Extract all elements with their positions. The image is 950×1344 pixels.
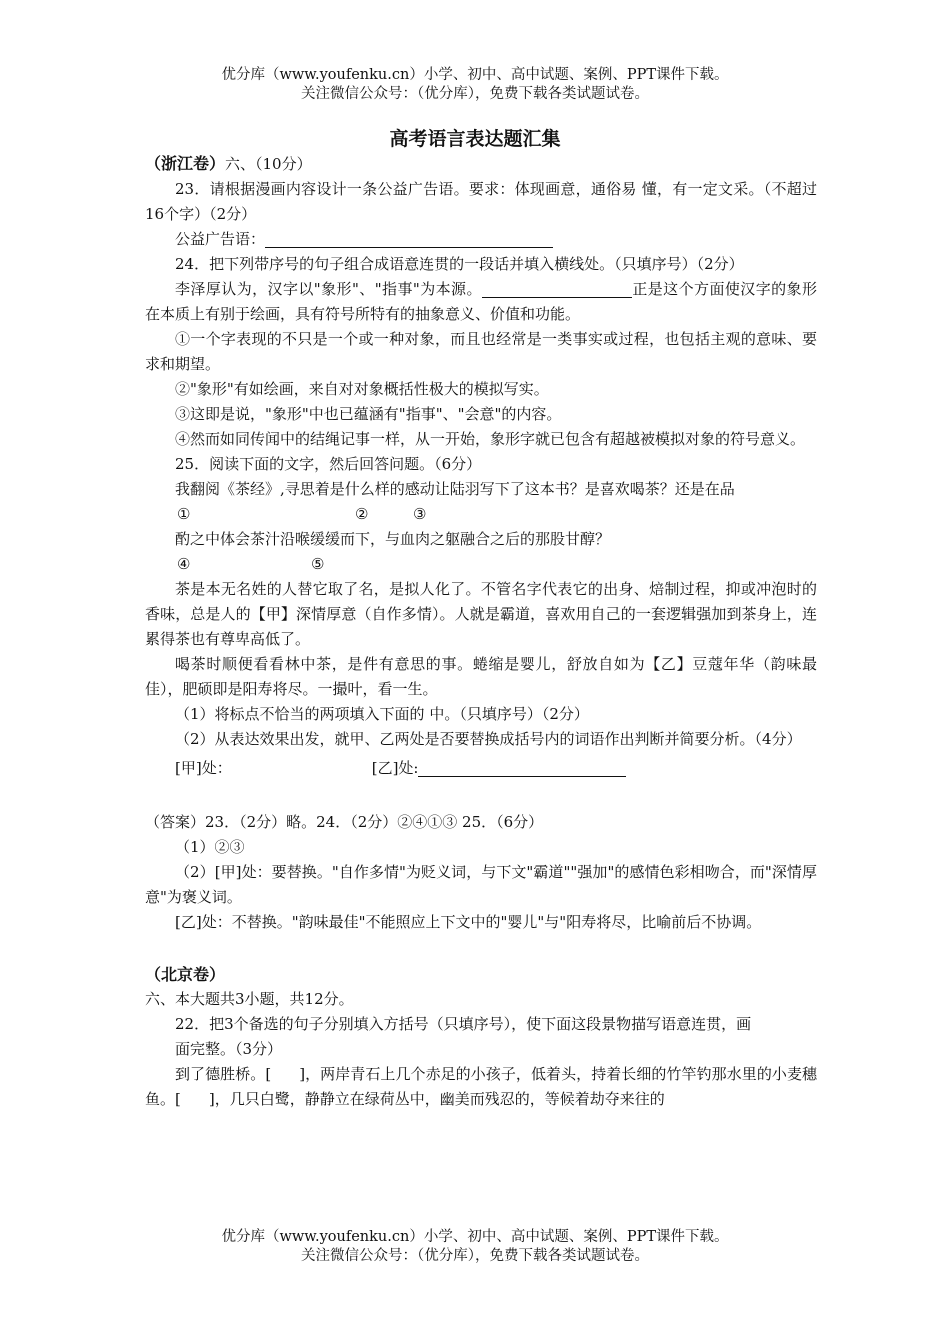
question-24: 24．把下列带序号的句子组合成语意连贯的一段话并填入横线处。（只填序号）（2分） xyxy=(175,255,744,273)
mark-4: ④ xyxy=(177,555,191,573)
ad-slogan-blank[interactable] xyxy=(265,229,553,248)
answer-key-line: （答案）23．（2分）略。24．（2分）②④①③ 25．（6分） xyxy=(145,813,544,831)
punctuation-marks-row-1 xyxy=(145,502,817,527)
option-1: ①一个字表现的不只是一个或一种对象，而且也经常是一类事实或过程，也包括主观的意味、要求和期望。 xyxy=(145,330,817,373)
answer-blank-24[interactable] xyxy=(482,279,632,298)
question-25-line-1: 我翻阅《茶经》,寻思着是什么样的感动让陆羽写下了这本书？是喜欢喝茶？还是在品 xyxy=(175,480,735,498)
footer-line-2: 关注微信公众号：（优分库），免费下载各类试题试卷。 xyxy=(301,1248,649,1264)
question-25-paragraph-2: 茶是本无名姓的人替它取了名，是拟人化了。不管名字代表它的出身、焙制过程，抑或冲泡时的香味，总是人的【甲】深情厚意（自作多情）。人就是霸道，喜欢用自己的一套逻辑强加到茶身上，连累得茶也有尊卑高低了。 xyxy=(145,580,817,648)
mark-3: ③ xyxy=(413,505,427,523)
answer-2: （2）[甲]处：要替换。"自作多情"为贬义词，与下文"霸道""强加"的感情色彩相吻合，而"深情厚意"为褒义词。 xyxy=(145,863,817,906)
mark-1: ① xyxy=(177,505,191,523)
page-footer xyxy=(0,1228,950,1266)
question-23: 23．请根据漫画内容设计一条公益广告语。要求：体现画意，通俗易 懂，有一定文采。（不超过16个字）（2分） xyxy=(145,180,817,223)
question-24-passage: 李泽厚认为，汉字以"象形"、"指事"为本源。 正是这个方面使汉字的象形在本质上有别于绘画，具有符号所特有的抽象意义、价值和功能。 xyxy=(145,280,817,323)
punctuation-marks-row-2 xyxy=(145,552,817,577)
question-22-passage: 到了德胜桥。[ ]，两岸青石上几个赤足的小孩子，低着头，持着长细的竹竿钓那水里的小麦穗鱼。[ ]，几只白鹭，静静立在绿荷丛中，幽美而残忍的，等候着劫夺来往的 xyxy=(145,1065,817,1108)
mark-5: ⑤ xyxy=(311,555,325,573)
header-line-1: 优分库（www.youfenku.cn）小学、初中、高中试题、案例、PPT课件下载。 xyxy=(221,67,729,83)
question-22: 22．把3个备选的句子分别填入方括号（只填序号），使下面这段景物描写语意连贯，画 xyxy=(175,1015,752,1033)
question-25-paragraph-3: 喝茶时顺便看看林中茶，是件有意思的事。蜷缩是婴儿，舒放自如为【乙】豆蔻年华（韵味最佳），肥硕即是阳寿将尽。一撮叶，看一生。 xyxy=(145,655,817,698)
page-header xyxy=(0,66,950,104)
jia-label: [甲]处： xyxy=(175,759,232,777)
header-line-2: 关注微信公众号：（优分库），免费下载各类试题试卷。 xyxy=(301,86,649,102)
option-3: ③这即是说，"象形"中也已蕴涵有"指事"、"会意"的内容。 xyxy=(175,405,562,423)
answer-3: [乙]处：不替换。"韵味最佳"不能照应上下文中的"婴儿"与"阳寿将尽，比喻前后不协调。 xyxy=(175,913,762,931)
question-25: 25．阅读下面的文字，然后回答问题。（6分） xyxy=(175,455,482,473)
option-2: ②"象形"有如绘画，来自对对象概括性极大的模拟写实。 xyxy=(175,380,549,398)
page-title: 高考语言表达题汇集 xyxy=(389,128,561,150)
option-4: ④然而如同传闻中的结绳记事一样，从一开始，象形字就已包含有超越被模拟对象的符号意义。 xyxy=(175,430,806,448)
footer-line-1: 优分库（www.youfenku.cn）小学、初中、高中试题、案例、PPT课件下载。 xyxy=(221,1229,729,1245)
yi-label: [乙]处: xyxy=(371,759,419,777)
beijing-intro: 六、本大题共3小题，共12分。 xyxy=(145,990,354,1008)
answer-1: （1）②③ xyxy=(175,838,245,856)
ad-slogan-line: 公益广告语： xyxy=(145,227,817,252)
question-25-line-2: 酌之中体会茶汁沿喉缓缓而下，与血肉之躯融合之后的那股甘醇？ xyxy=(175,530,611,548)
document-body xyxy=(145,151,817,1112)
question-22-cont: 面完整。（3分） xyxy=(175,1040,283,1058)
zhejiang-section-heading: （浙江卷）六、（10分） xyxy=(145,154,312,173)
mark-2: ② xyxy=(355,505,369,523)
jia-yi-answer-line xyxy=(145,756,817,781)
sub-question-2: （2）从表达效果出发，就甲、乙两处是否要替换成括号内的词语作出判断并简要分析。（4分） xyxy=(175,730,802,748)
beijing-section-heading: （北京卷） xyxy=(145,965,226,984)
sub-question-1: （1）将标点不恰当的两项填入下面的 中。（只填序号）（2分） xyxy=(175,705,589,723)
yi-answer-blank[interactable] xyxy=(418,758,626,777)
